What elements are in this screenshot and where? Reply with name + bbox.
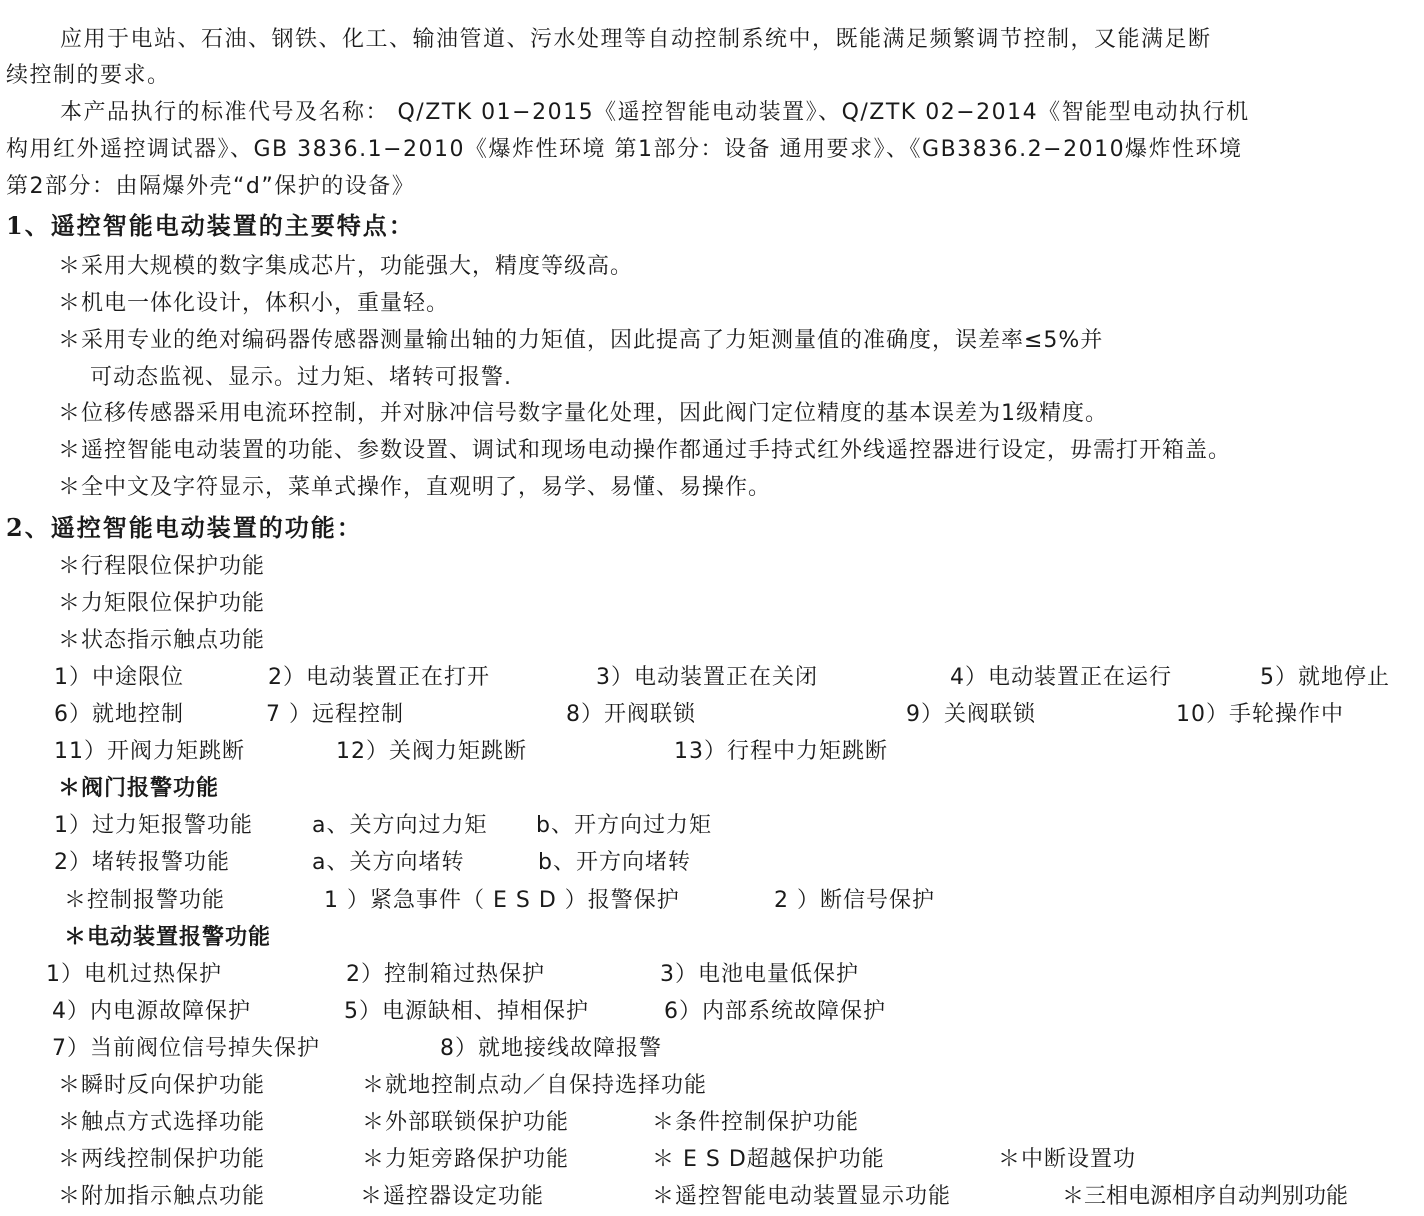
feature-item: ＊采用专业的绝对编码器传感器测量输出轴的力矩值，因此提高了力矩测量值的准确度，误差率≤5%并 — [58, 328, 1104, 353]
valve-alarm-item: 1）过力矩报警功能 — [54, 813, 253, 838]
control-alarm-item: 2 ）断信号保护 — [774, 888, 935, 913]
status-item: 4）电动装置正在运行 — [950, 665, 1172, 690]
function-item: ＊外部联锁保护功能 — [362, 1110, 570, 1135]
status-item: 3）电动装置正在关闭 — [596, 665, 818, 690]
device-alarm-item: 7）当前阀位信号掉失保护 — [52, 1036, 320, 1061]
feature-item: ＊采用大规模的数字集成芯片，功能强大，精度等级高。 — [58, 254, 634, 279]
function-item: ＊瞬时反向保护功能 — [58, 1073, 266, 1098]
valve-alarm-item: 2）堵转报警功能 — [54, 850, 230, 875]
feature-item: ＊遥控智能电动装置的功能、参数设置、调试和现场电动操作都通过手持式红外线遥控器进行设定，毋需打开箱盖。 — [58, 438, 1232, 463]
function-item: ＊两线控制保护功能 — [58, 1147, 266, 1172]
function-item: ＊就地控制点动／自保持选择功能 — [362, 1073, 708, 1098]
control-alarm-title: ＊控制报警功能 — [64, 888, 226, 913]
device-alarm-item: 8）就地接线故障报警 — [440, 1036, 662, 1061]
valve-alarm-item: a、关方向过力矩 — [312, 813, 488, 838]
device-alarm-item: 3）电池电量低保护 — [660, 962, 859, 987]
status-item: 2）电动装置正在打开 — [268, 665, 490, 690]
device-alarm-item: 6）内部系统故障保护 — [664, 999, 886, 1024]
intro-paragraph-2-line-2: 构用红外遥控调试器》、GB 3836.1−2010《爆炸性环境 第1部分：设备 通用要求》、《GB3836.2−2010爆炸性环境 — [6, 137, 1243, 162]
function-item: ＊力矩旁路保护功能 — [362, 1147, 570, 1172]
valve-alarm-item: b、开方向堵转 — [538, 850, 691, 875]
status-item: 10）手轮操作中 — [1176, 702, 1344, 727]
device-alarm-item: 1）电机过热保护 — [46, 962, 222, 987]
function-item: ＊遥控器设定功能 — [360, 1184, 545, 1209]
status-item: 11）开阀力矩跳断 — [54, 739, 245, 764]
intro-paragraph-2-line-1: 本产品执行的标准代号及名称： Q/ZTK 01−2015《遥控智能电动装置》、Q/ZTK 02−2014《智能型电动执行机 — [60, 100, 1250, 125]
intro-paragraph-2-line-3: 第2部分：由隔爆外壳“d”保护的设备》 — [6, 174, 416, 199]
function-item: ＊条件控制保护功能 — [652, 1110, 860, 1135]
status-item: 7 ）远程控制 — [266, 702, 404, 727]
device-alarm-item: 2）控制箱过热保护 — [346, 962, 545, 987]
section-1-heading: 1、遥控智能电动装置的主要特点： — [6, 211, 415, 240]
function-item: ＊状态指示触点功能 — [58, 628, 266, 653]
status-item: 12）关阀力矩跳断 — [336, 739, 527, 764]
feature-item: ＊位移传感器采用电流环控制，并对脉冲信号数字量化处理，因此阀门定位精度的基本误差为1级精度。 — [58, 401, 1109, 426]
valve-alarm-item: b、开方向过力矩 — [536, 813, 712, 838]
function-item: ＊触点方式选择功能 — [58, 1110, 266, 1135]
status-item: 6）就地控制 — [54, 702, 184, 727]
function-item: ＊三相电源相序自动判别功能 — [1062, 1184, 1349, 1209]
function-item: ＊行程限位保护功能 — [58, 554, 266, 579]
status-item: 9）关阀联锁 — [906, 702, 1036, 727]
valve-alarm-title: ＊阀门报警功能 — [58, 776, 220, 801]
function-item: ＊附加指示触点功能 — [58, 1184, 266, 1209]
feature-item: ＊全中文及字符显示，菜单式操作，直观明了，易学、易懂、易操作。 — [58, 475, 772, 500]
device-alarm-item: 4）内电源故障保护 — [52, 999, 251, 1024]
status-item: 1）中途限位 — [54, 665, 184, 690]
section-2-heading: 2、遥控智能电动装置的功能： — [6, 513, 363, 542]
feature-item-continuation: 可动态监视、显示。过力矩、堵转可报警. — [90, 365, 512, 390]
intro-paragraph-1-line-1: 应用于电站、石油、钢铁、化工、输油管道、污水处理等自动控制系统中，既能满足频繁调节控制，又能满足断 — [60, 27, 1212, 52]
valve-alarm-item: a、关方向堵转 — [312, 850, 465, 875]
function-item: ＊ E S D超越保护功能 — [652, 1147, 885, 1172]
function-item: ＊中断设置功 — [998, 1147, 1137, 1172]
control-alarm-item: 1 ）紧急事件（ E S D ）报警保护 — [324, 888, 680, 913]
function-item: ＊遥控智能电动装置显示功能 — [652, 1184, 952, 1209]
feature-item: ＊机电一体化设计，体积小，重量轻。 — [58, 291, 450, 316]
intro-paragraph-1-line-2: 续控制的要求。 — [6, 63, 171, 88]
function-item: ＊力矩限位保护功能 — [58, 591, 266, 616]
status-item: 5）就地停止 — [1260, 665, 1390, 690]
device-alarm-item: 5）电源缺相、掉相保护 — [344, 999, 589, 1024]
device-alarm-title: ＊电动装置报警功能 — [64, 925, 272, 950]
status-item: 8）开阀联锁 — [566, 702, 696, 727]
status-item: 13）行程中力矩跳断 — [674, 739, 888, 764]
